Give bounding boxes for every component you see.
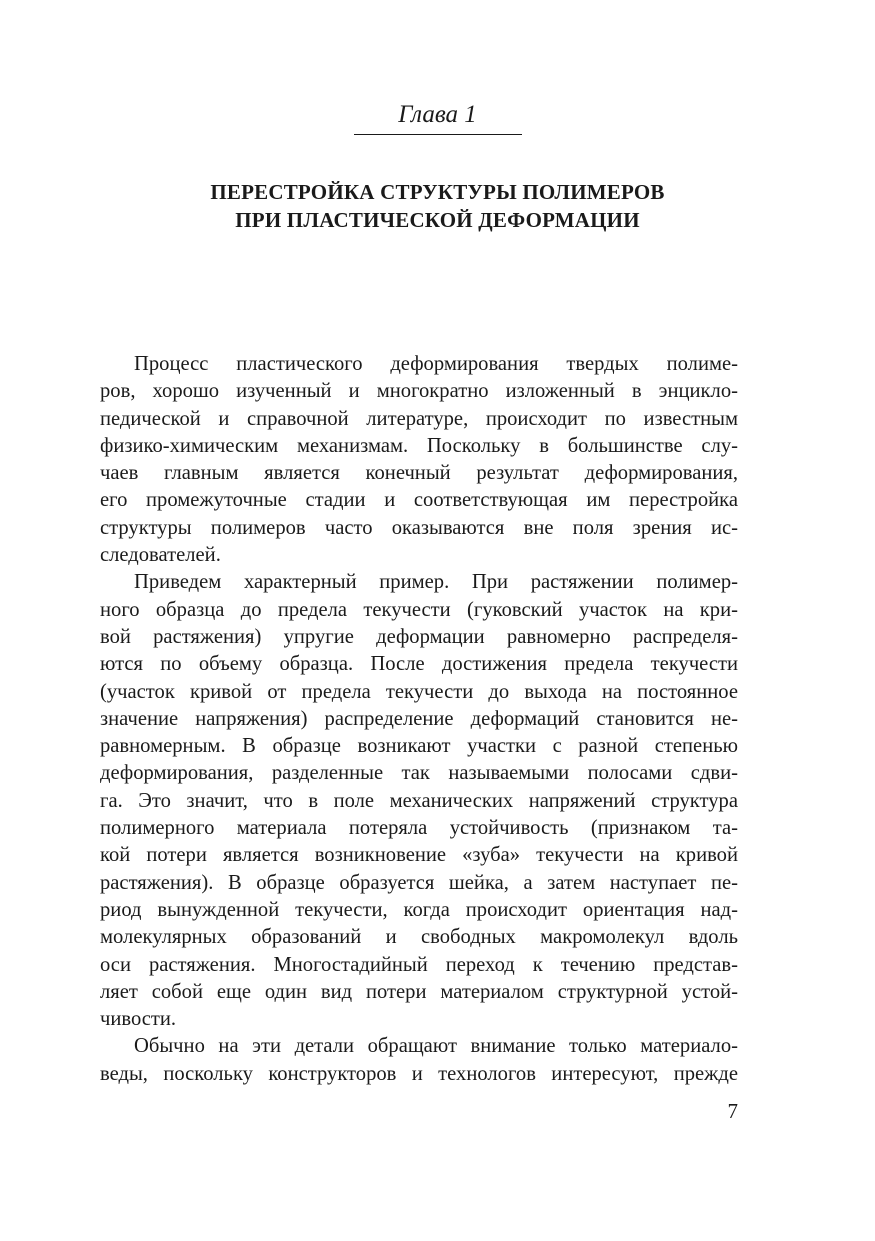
text-line: ного образца до предела текучести (гуковский участок на кри- bbox=[100, 598, 738, 621]
text-line: Процесс пластического деформирования твердых полиме- bbox=[134, 353, 738, 375]
text-line: (участок кривой от предела текучести до выхода на постоянное bbox=[100, 680, 738, 703]
chapter-title-line-1: ПЕРЕСТРОЙКА СТРУКТУРЫ ПОЛИМЕРОВ bbox=[210, 180, 665, 204]
chapter-heading bbox=[0, 98, 875, 135]
text-line: риод вынужденной текучести, когда происходит ориентация над- bbox=[100, 898, 738, 921]
text-line: оси растяжения. Многостадийный переход к течению представ- bbox=[100, 953, 738, 976]
chapter-title-line-2: ПРИ ПЛАСТИЧЕСКОЙ ДЕФОРМАЦИИ bbox=[235, 208, 640, 232]
text-line: веды, поскольку конструкторов и технологов интересуют, прежде bbox=[100, 1062, 738, 1085]
text-line: структуры полимеров часто оказываются вне поля зрения ис- bbox=[100, 516, 738, 539]
text-line: следователей. bbox=[100, 544, 221, 567]
chapter-title bbox=[100, 178, 775, 234]
text-line: значение напряжения) распределение деформаций становится не- bbox=[100, 707, 738, 730]
text-line: равномерным. В образце возникают участки с разной степенью bbox=[100, 735, 738, 758]
text-line: педической и справочной литературе, происходит по известным bbox=[100, 407, 738, 430]
text-line: молекулярных образований и свободных макромолекул вдоль bbox=[100, 926, 738, 949]
text-line: чаев главным является конечный результат деформирования, bbox=[100, 462, 738, 485]
chapter-label: Глава 1 bbox=[354, 98, 522, 135]
text-line: физико-химическим механизмам. Поскольку в большинстве слу- bbox=[100, 434, 738, 457]
text-line: ляет собой еще один вид потери материалом структурной устой- bbox=[100, 980, 738, 1003]
text-line: полимерного материала потеряла устойчивость (признаком та- bbox=[100, 817, 738, 840]
text-line: растяжения). В образце образуется шейка, а затем наступает пе- bbox=[100, 871, 738, 894]
text-line: ются по объему образца. После достижения предела текучести bbox=[100, 653, 738, 676]
text-line: чивости. bbox=[100, 1008, 177, 1031]
text-line: деформирования, разделенные так называемыми полосами сдви- bbox=[100, 762, 738, 785]
text-line: ров, хорошо изученный и многократно изложенный в энцикло- bbox=[100, 380, 738, 403]
text-line: кой потери является возникновение «зуба» текучести на кривой bbox=[100, 844, 738, 867]
paragraph bbox=[100, 1033, 738, 1088]
body-text bbox=[100, 351, 738, 1088]
text-line: вой растяжения) упругие деформации равномерно распределя- bbox=[100, 625, 738, 648]
page-number: 7 bbox=[727, 1099, 738, 1123]
text-line: его промежуточные стадии и соответствующая им перестройка bbox=[100, 489, 738, 512]
text-line: Приведем характерный пример. При растяжении полимер- bbox=[134, 571, 738, 594]
text-line: га. Это значит, что в поле механических напряжений структура bbox=[100, 789, 738, 812]
paragraph bbox=[100, 569, 738, 1033]
text-line: Обычно на эти детали обращают внимание только материало- bbox=[134, 1035, 738, 1058]
paragraph bbox=[100, 351, 738, 569]
